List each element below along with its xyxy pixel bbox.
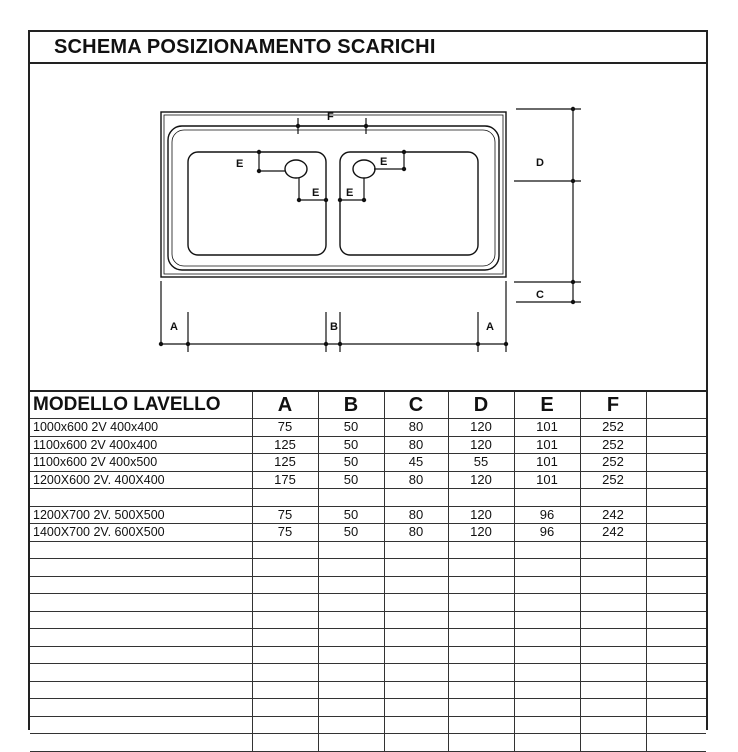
cell-extra bbox=[646, 454, 706, 472]
cell-b: 50 bbox=[318, 436, 384, 454]
cell-extra bbox=[646, 436, 706, 454]
spec-sheet bbox=[28, 30, 708, 730]
cell-f bbox=[580, 699, 646, 717]
table-row bbox=[30, 699, 706, 717]
cell-a bbox=[252, 681, 318, 699]
cell-f: 242 bbox=[580, 524, 646, 542]
cell-modello: 1000x600 2V 400x400 bbox=[30, 419, 252, 437]
cell-extra bbox=[646, 559, 706, 577]
cell-extra bbox=[646, 576, 706, 594]
cell-e: 101 bbox=[514, 419, 580, 437]
cell-a bbox=[252, 594, 318, 612]
cell-b bbox=[318, 541, 384, 559]
label-b: B bbox=[330, 321, 338, 333]
cell-e bbox=[514, 541, 580, 559]
table-row bbox=[30, 594, 706, 612]
cell-a bbox=[252, 489, 318, 507]
cell-extra bbox=[646, 646, 706, 664]
table-row bbox=[30, 541, 706, 559]
label-e-right-top: E bbox=[380, 156, 388, 168]
cell-d bbox=[448, 734, 514, 752]
table-header-row bbox=[30, 391, 706, 419]
cell-f: 252 bbox=[580, 454, 646, 472]
cell-d: 120 bbox=[448, 506, 514, 524]
header-e: E bbox=[514, 391, 580, 419]
title-bar bbox=[30, 30, 706, 64]
cell-a bbox=[252, 611, 318, 629]
cell-modello bbox=[30, 559, 252, 577]
cell-f bbox=[580, 716, 646, 734]
cell-b bbox=[318, 734, 384, 752]
cell-a: 175 bbox=[252, 471, 318, 489]
cell-modello bbox=[30, 681, 252, 699]
cell-extra bbox=[646, 611, 706, 629]
cell-b bbox=[318, 716, 384, 734]
cell-f bbox=[580, 646, 646, 664]
cell-c bbox=[384, 489, 448, 507]
cell-c bbox=[384, 664, 448, 682]
table-row bbox=[30, 664, 706, 682]
cell-modello bbox=[30, 646, 252, 664]
cell-a: 75 bbox=[252, 524, 318, 542]
cell-f bbox=[580, 489, 646, 507]
table-row bbox=[30, 646, 706, 664]
table-row bbox=[30, 576, 706, 594]
cell-b bbox=[318, 559, 384, 577]
cell-e: 101 bbox=[514, 454, 580, 472]
left-bowl bbox=[188, 152, 326, 255]
cell-f: 242 bbox=[580, 506, 646, 524]
cell-b: 50 bbox=[318, 506, 384, 524]
cell-extra bbox=[646, 524, 706, 542]
header-f: F bbox=[580, 391, 646, 419]
table-row bbox=[30, 454, 706, 472]
cell-extra bbox=[646, 716, 706, 734]
cell-b bbox=[318, 576, 384, 594]
cell-extra bbox=[646, 489, 706, 507]
cell-e: 96 bbox=[514, 524, 580, 542]
cell-modello: 1200X700 2V. 500X500 bbox=[30, 506, 252, 524]
cell-c bbox=[384, 716, 448, 734]
cell-extra bbox=[646, 471, 706, 489]
cell-e bbox=[514, 559, 580, 577]
cell-e: 96 bbox=[514, 506, 580, 524]
cell-c: 80 bbox=[384, 471, 448, 489]
cell-modello bbox=[30, 629, 252, 647]
cell-extra bbox=[646, 699, 706, 717]
cell-c bbox=[384, 594, 448, 612]
cell-e bbox=[514, 646, 580, 664]
cell-a: 75 bbox=[252, 419, 318, 437]
cell-f: 252 bbox=[580, 436, 646, 454]
header-d: D bbox=[448, 391, 514, 419]
dimension-markers bbox=[159, 107, 575, 346]
cell-c bbox=[384, 734, 448, 752]
label-f: F bbox=[327, 111, 334, 123]
cell-extra bbox=[646, 664, 706, 682]
cell-d bbox=[448, 576, 514, 594]
table-row bbox=[30, 716, 706, 734]
cell-b: 50 bbox=[318, 524, 384, 542]
sink-rim bbox=[168, 126, 499, 270]
drain-position-table bbox=[30, 390, 706, 752]
cell-d bbox=[448, 489, 514, 507]
cell-modello bbox=[30, 594, 252, 612]
cell-modello bbox=[30, 611, 252, 629]
cell-d bbox=[448, 716, 514, 734]
cell-a: 75 bbox=[252, 506, 318, 524]
cell-c bbox=[384, 681, 448, 699]
cell-c: 80 bbox=[384, 524, 448, 542]
cell-e bbox=[514, 611, 580, 629]
cell-modello: 1400X700 2V. 600X500 bbox=[30, 524, 252, 542]
cell-c: 80 bbox=[384, 419, 448, 437]
sink-outline bbox=[161, 112, 506, 277]
cell-d bbox=[448, 541, 514, 559]
cell-extra bbox=[646, 419, 706, 437]
table-row bbox=[30, 629, 706, 647]
table-row bbox=[30, 524, 706, 542]
cell-c bbox=[384, 541, 448, 559]
cell-modello bbox=[30, 716, 252, 734]
cell-a bbox=[252, 646, 318, 664]
table-row bbox=[30, 559, 706, 577]
cell-a bbox=[252, 699, 318, 717]
cell-modello: 1100x600 2V 400x400 bbox=[30, 436, 252, 454]
cell-c bbox=[384, 576, 448, 594]
cell-c bbox=[384, 559, 448, 577]
cell-a bbox=[252, 559, 318, 577]
cell-d bbox=[448, 699, 514, 717]
right-drain bbox=[353, 160, 375, 178]
cell-f bbox=[580, 611, 646, 629]
table-row bbox=[30, 436, 706, 454]
cell-e bbox=[514, 629, 580, 647]
cell-b: 50 bbox=[318, 454, 384, 472]
cell-c bbox=[384, 646, 448, 664]
label-c: C bbox=[536, 289, 544, 301]
cell-a bbox=[252, 734, 318, 752]
cell-f bbox=[580, 594, 646, 612]
cell-f bbox=[580, 664, 646, 682]
cell-c bbox=[384, 629, 448, 647]
cell-f bbox=[580, 576, 646, 594]
cell-extra bbox=[646, 629, 706, 647]
cell-a: 125 bbox=[252, 454, 318, 472]
cell-d: 55 bbox=[448, 454, 514, 472]
cell-b: 50 bbox=[318, 419, 384, 437]
header-b: B bbox=[318, 391, 384, 419]
cell-b bbox=[318, 681, 384, 699]
cell-d bbox=[448, 611, 514, 629]
cell-d: 120 bbox=[448, 524, 514, 542]
cell-b bbox=[318, 489, 384, 507]
cell-d bbox=[448, 681, 514, 699]
cell-f bbox=[580, 734, 646, 752]
cell-modello bbox=[30, 541, 252, 559]
cell-e: 101 bbox=[514, 436, 580, 454]
cell-a: 125 bbox=[252, 436, 318, 454]
cell-a bbox=[252, 716, 318, 734]
cell-e: 101 bbox=[514, 471, 580, 489]
header-modello-lavello: MODELLO LAVELLO bbox=[30, 391, 252, 419]
cell-d bbox=[448, 664, 514, 682]
cell-b bbox=[318, 629, 384, 647]
cell-d bbox=[448, 559, 514, 577]
cell-c: 80 bbox=[384, 436, 448, 454]
cell-extra bbox=[646, 506, 706, 524]
cell-modello bbox=[30, 734, 252, 752]
table-row bbox=[30, 611, 706, 629]
label-a-left: A bbox=[170, 321, 178, 333]
cell-modello bbox=[30, 699, 252, 717]
cell-b: 50 bbox=[318, 471, 384, 489]
cell-f bbox=[580, 559, 646, 577]
right-bowl bbox=[340, 152, 478, 255]
sink-drain-diagram bbox=[30, 62, 706, 418]
cell-e bbox=[514, 576, 580, 594]
cell-c bbox=[384, 611, 448, 629]
cell-e bbox=[514, 594, 580, 612]
cell-extra bbox=[646, 734, 706, 752]
cell-a bbox=[252, 541, 318, 559]
cell-f bbox=[580, 681, 646, 699]
cell-a bbox=[252, 629, 318, 647]
header-empty bbox=[646, 391, 706, 419]
cell-d: 120 bbox=[448, 471, 514, 489]
label-e-right-bottom: E bbox=[346, 187, 354, 199]
cell-extra bbox=[646, 541, 706, 559]
cell-e bbox=[514, 489, 580, 507]
header-c: C bbox=[384, 391, 448, 419]
cell-b bbox=[318, 646, 384, 664]
cell-b bbox=[318, 664, 384, 682]
cell-modello bbox=[30, 489, 252, 507]
cell-f bbox=[580, 629, 646, 647]
page-title: SCHEMA POSIZIONAMENTO SCARICHI bbox=[54, 36, 436, 58]
cell-extra bbox=[646, 594, 706, 612]
cell-d bbox=[448, 646, 514, 664]
cell-d bbox=[448, 629, 514, 647]
label-e-left-bottom: E bbox=[312, 187, 320, 199]
cell-a bbox=[252, 664, 318, 682]
table-row bbox=[30, 489, 706, 507]
cell-f: 252 bbox=[580, 471, 646, 489]
header-a: A bbox=[252, 391, 318, 419]
left-drain bbox=[285, 160, 307, 178]
cell-b bbox=[318, 699, 384, 717]
cell-f: 252 bbox=[580, 419, 646, 437]
cell-extra bbox=[646, 681, 706, 699]
cell-c bbox=[384, 699, 448, 717]
cell-b bbox=[318, 594, 384, 612]
cell-modello bbox=[30, 664, 252, 682]
table-body bbox=[30, 419, 706, 752]
cell-f bbox=[580, 541, 646, 559]
cell-e bbox=[514, 716, 580, 734]
cell-e bbox=[514, 734, 580, 752]
cell-d bbox=[448, 594, 514, 612]
cell-a bbox=[252, 576, 318, 594]
cell-c: 45 bbox=[384, 454, 448, 472]
cell-c: 80 bbox=[384, 506, 448, 524]
cell-e bbox=[514, 664, 580, 682]
label-e-left-top: E bbox=[236, 158, 244, 170]
cell-d: 120 bbox=[448, 436, 514, 454]
table-row bbox=[30, 419, 706, 437]
cell-b bbox=[318, 611, 384, 629]
sink-drawing bbox=[30, 62, 706, 418]
cell-d: 120 bbox=[448, 419, 514, 437]
cell-modello bbox=[30, 576, 252, 594]
cell-e bbox=[514, 681, 580, 699]
cell-modello: 1200X600 2V. 400X400 bbox=[30, 471, 252, 489]
table-row bbox=[30, 681, 706, 699]
table-row bbox=[30, 734, 706, 752]
cell-modello: 1100x600 2V 400x500 bbox=[30, 454, 252, 472]
table-row bbox=[30, 506, 706, 524]
label-d: D bbox=[536, 157, 544, 169]
label-a-right: A bbox=[486, 321, 494, 333]
table-row bbox=[30, 471, 706, 489]
cell-e bbox=[514, 699, 580, 717]
